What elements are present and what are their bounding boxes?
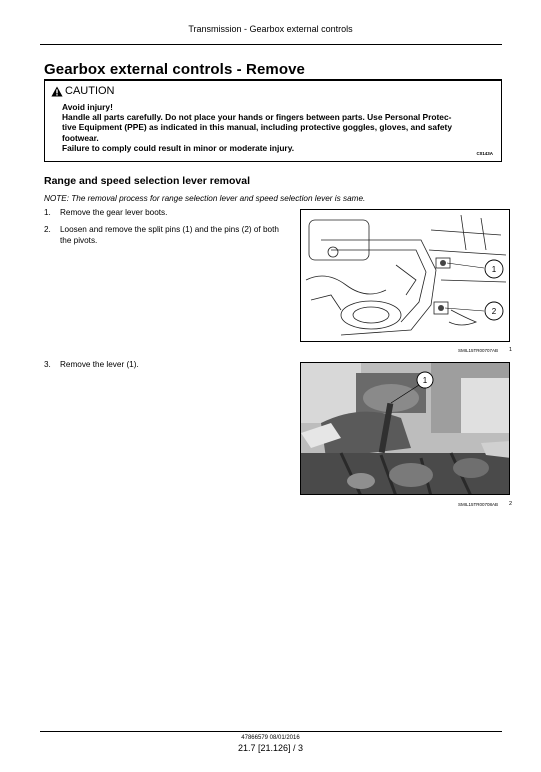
- note-text: NOTE: The removal process for range selection lever and speed selection lever is same.: [44, 194, 366, 203]
- step-text: Loosen and remove the split pins (1) and the pins (2) of both the pivots.: [60, 225, 279, 245]
- lever-photo: [301, 363, 510, 495]
- callout-1: 1: [422, 376, 428, 385]
- callout-2: 2: [491, 307, 497, 316]
- step-text: Remove the lever (1).: [60, 360, 139, 369]
- caution-code: C0143A: [476, 151, 493, 156]
- figure-lever-removal: [300, 362, 510, 495]
- caution-label: CAUTION: [65, 85, 115, 97]
- footer-divider: [40, 731, 502, 732]
- running-header: Transmission - Gearbox external controls: [188, 24, 353, 34]
- step-number: 2.: [44, 225, 51, 234]
- step-item: [44, 225, 285, 246]
- caution-line: Failure to comply could result in minor or moderate injury.: [62, 142, 295, 153]
- header-divider: [40, 44, 502, 45]
- figure-lever-pivots: [300, 209, 510, 342]
- callout-1: 1: [491, 265, 497, 274]
- caution-line: Avoid injury!: [62, 102, 113, 112]
- caution-box: [44, 80, 502, 162]
- caution-line: Handle all parts carefully. Do not place your hands or fingers between parts. Use Personal Protec-: [62, 112, 452, 123]
- step-text: Remove the gear lever boots.: [60, 208, 168, 217]
- step-number: 3.: [44, 360, 51, 369]
- caution-header: [51, 85, 115, 97]
- footer-doc-ref: 47866579 08/01/2016: [241, 735, 300, 741]
- figure-caption: SMIL15TR00707AB: [458, 348, 499, 353]
- step-item: [44, 360, 290, 371]
- pivot-drawing: [301, 210, 510, 342]
- caution-line: footwear.: [62, 132, 99, 143]
- caution-text: [62, 102, 498, 153]
- step-number: 1.: [44, 208, 51, 217]
- page-title: Gearbox external controls - Remove: [44, 61, 305, 78]
- footer-page-number: 21.7 [21.126] / 3: [237, 743, 304, 753]
- warning-triangle-icon: [51, 86, 63, 97]
- caution-line: tive Equipment (PPE) as indicated in this manual, including protective goggles, gloves, and safety: [62, 122, 452, 133]
- figure-number: 2: [509, 501, 513, 507]
- figure-number: 1: [509, 347, 513, 353]
- step-item: [44, 208, 290, 219]
- figure-caption: SMIL15TR00708AB: [458, 502, 499, 507]
- section-heading: Range and speed selection lever removal: [44, 175, 251, 187]
